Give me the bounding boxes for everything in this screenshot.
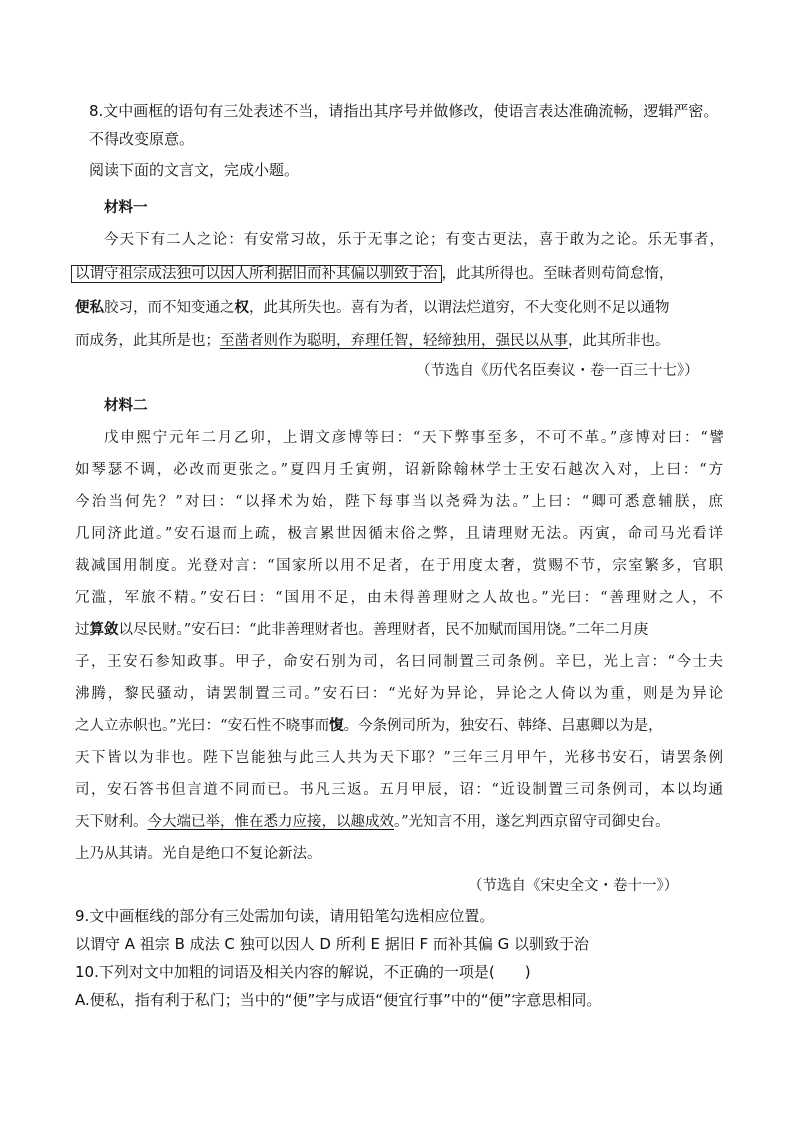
- underlined-sentence-1: 至凿者则作为聪明，弃理任智，轻缔独用，强民以从事: [220, 333, 568, 349]
- material1-line-4-text-b: ，此其所非也。: [568, 333, 670, 349]
- material2-line-2: 如琴瑟不调，必改而更张之。”夏四月壬寅朔，诏新除翰林学士王安石越次入对，上曰：“方: [75, 462, 723, 478]
- material2-line-3: 今治当何先？”对曰：“以择术为始，陛下每事当以尧舜为法。”上曰：“卿可悉意辅朕，庶: [75, 494, 723, 510]
- material2-line-6: 冗滥，军旅不精。”安石曰：“国用不足，由未得善理财之人故也。”光曰：“善理财之人，不: [75, 590, 723, 606]
- material2-line-7: [75, 620, 648, 640]
- q10-option-a: A.便私，指有利于私门；当中的“便”字与成语“便宜行事”中的“便”字意思相同。: [75, 991, 602, 1009]
- material2-source: （节选自《宋史全文・卷十一》）: [468, 878, 679, 894]
- reading-intro: 阅读下面的文言文，完成小题。: [89, 161, 300, 179]
- material2-line-10-text-b: 。今条例司所为，独安石、韩绛、吕惠卿以为是，: [343, 718, 663, 734]
- material1-line-3-text-b: ，此其所失也。喜有为者，以谓法烂道穷，不大变化则不足以通物: [249, 300, 670, 316]
- q9-stem: 9.文中画框线的部分有三处需加句读，请用铅笔勾选相应位置。: [75, 907, 495, 925]
- bold-term-bi: 愎: [329, 717, 344, 734]
- material2-line-7-text-b: 以尽民财。”安石曰：“此非善理财者也。善理财者，民不加赋而国用饶。”二年二月庚: [118, 622, 649, 638]
- underlined-sentence-2: 今大端已举，惟在悉力应接，以趣成效: [147, 814, 394, 830]
- boxed-sentence: 以谓守祖宗成法独可以因人所利据旧而补其偏以驯致于治: [71, 265, 442, 283]
- material2-line-10-text-a: 之人立赤帜也。”光曰：“安石性不晓事而: [75, 718, 330, 734]
- material2-line-13: [75, 812, 670, 832]
- material2-line-7-text-a: 过: [75, 622, 90, 638]
- material1-line-2-rest: ，此其所得也。至昧者则苟简怠惰，: [441, 266, 674, 282]
- q10-stem: 10.下列对文中加粗的词语及相关内容的解说，不正确的一项是( ): [75, 963, 531, 981]
- material2-title: 材料二: [104, 397, 148, 414]
- material1-line-1: 今天下有二人之论：有安常习故，乐于无事之论；有变古更法，喜于敢为之论。乐无事者，: [104, 232, 724, 248]
- bold-term-suanlian: 算敛: [89, 621, 119, 638]
- material2-line-9: 沸腾，黎民骚动，请罢制置三司。”安石曰：“光好为异论，异论之人倚以为重，则是为异论: [75, 686, 723, 702]
- material2-line-5: 裁减国用制度。光登对言：“国家所以用不足者，在于用度太奢，赏赐不节，宗室繁多，官职: [75, 558, 723, 574]
- material1-line-3-text-a: 胶习，而不知变通之: [104, 300, 235, 316]
- material1-source: （节选自《历代名臣奏议・卷一百三十七》）: [416, 363, 699, 379]
- material2-line-13-text-a: 天下财利。: [75, 814, 148, 830]
- material1-title: 材料一: [104, 199, 148, 216]
- bold-term-biansi: 便私: [75, 299, 104, 316]
- material2-line-4: 几同济此道。”安石退而上疏，极言累世因循末俗之弊，且请理财无法。丙寅，命司马光看详: [75, 526, 723, 542]
- bold-term-quan: 权: [234, 299, 249, 316]
- material2-line-1: 戊申熙宁元年二月乙卯，上谓文彦博等曰：“天下弊事至多，不可不革。”彦博对曰：“譬: [104, 430, 724, 446]
- material1-line-4: [75, 331, 670, 351]
- q9-options: 以谓守 A 祖宗 B 成法 C 独可以因人 D 所利 E 据旧 F 而补其偏 G 以驯致于治: [75, 935, 590, 953]
- material2-line-12: 司，安石答书但言道不同而已。书凡三返。五月甲辰，诏：“近设制置三司条例司，本以均通: [75, 782, 723, 798]
- material2-line-10: [75, 716, 663, 736]
- material1-line-3: [75, 298, 670, 318]
- material2-line-11: 天下皆以为非也。陛下岂能独与此三人共为天下耶？”三年三月甲午，光移书安石，请罢条例: [75, 750, 723, 766]
- q8-line-1: 8.文中画框的语句有三处表述不当，请指出其序号并做修改，使语言表达准确流畅，逻辑严密。: [89, 102, 719, 120]
- material2-line-8: 子，王安石参知政事。甲子，命安石别为司，名曰同制置三司条例。辛巳，光上言：“今士夫: [75, 654, 723, 670]
- q8-line-2: 不得改变原意。: [89, 130, 195, 148]
- material2-line-14: 上乃从其请。光自是绝口不复论新法。: [75, 846, 322, 862]
- material2-line-13-text-b: 。”光知言不用，遂乞判西京留守司御史台。: [394, 814, 670, 830]
- material1-line-4-text-a: 而成务，此其所是也；: [75, 333, 220, 349]
- material1-line-2: [75, 264, 674, 284]
